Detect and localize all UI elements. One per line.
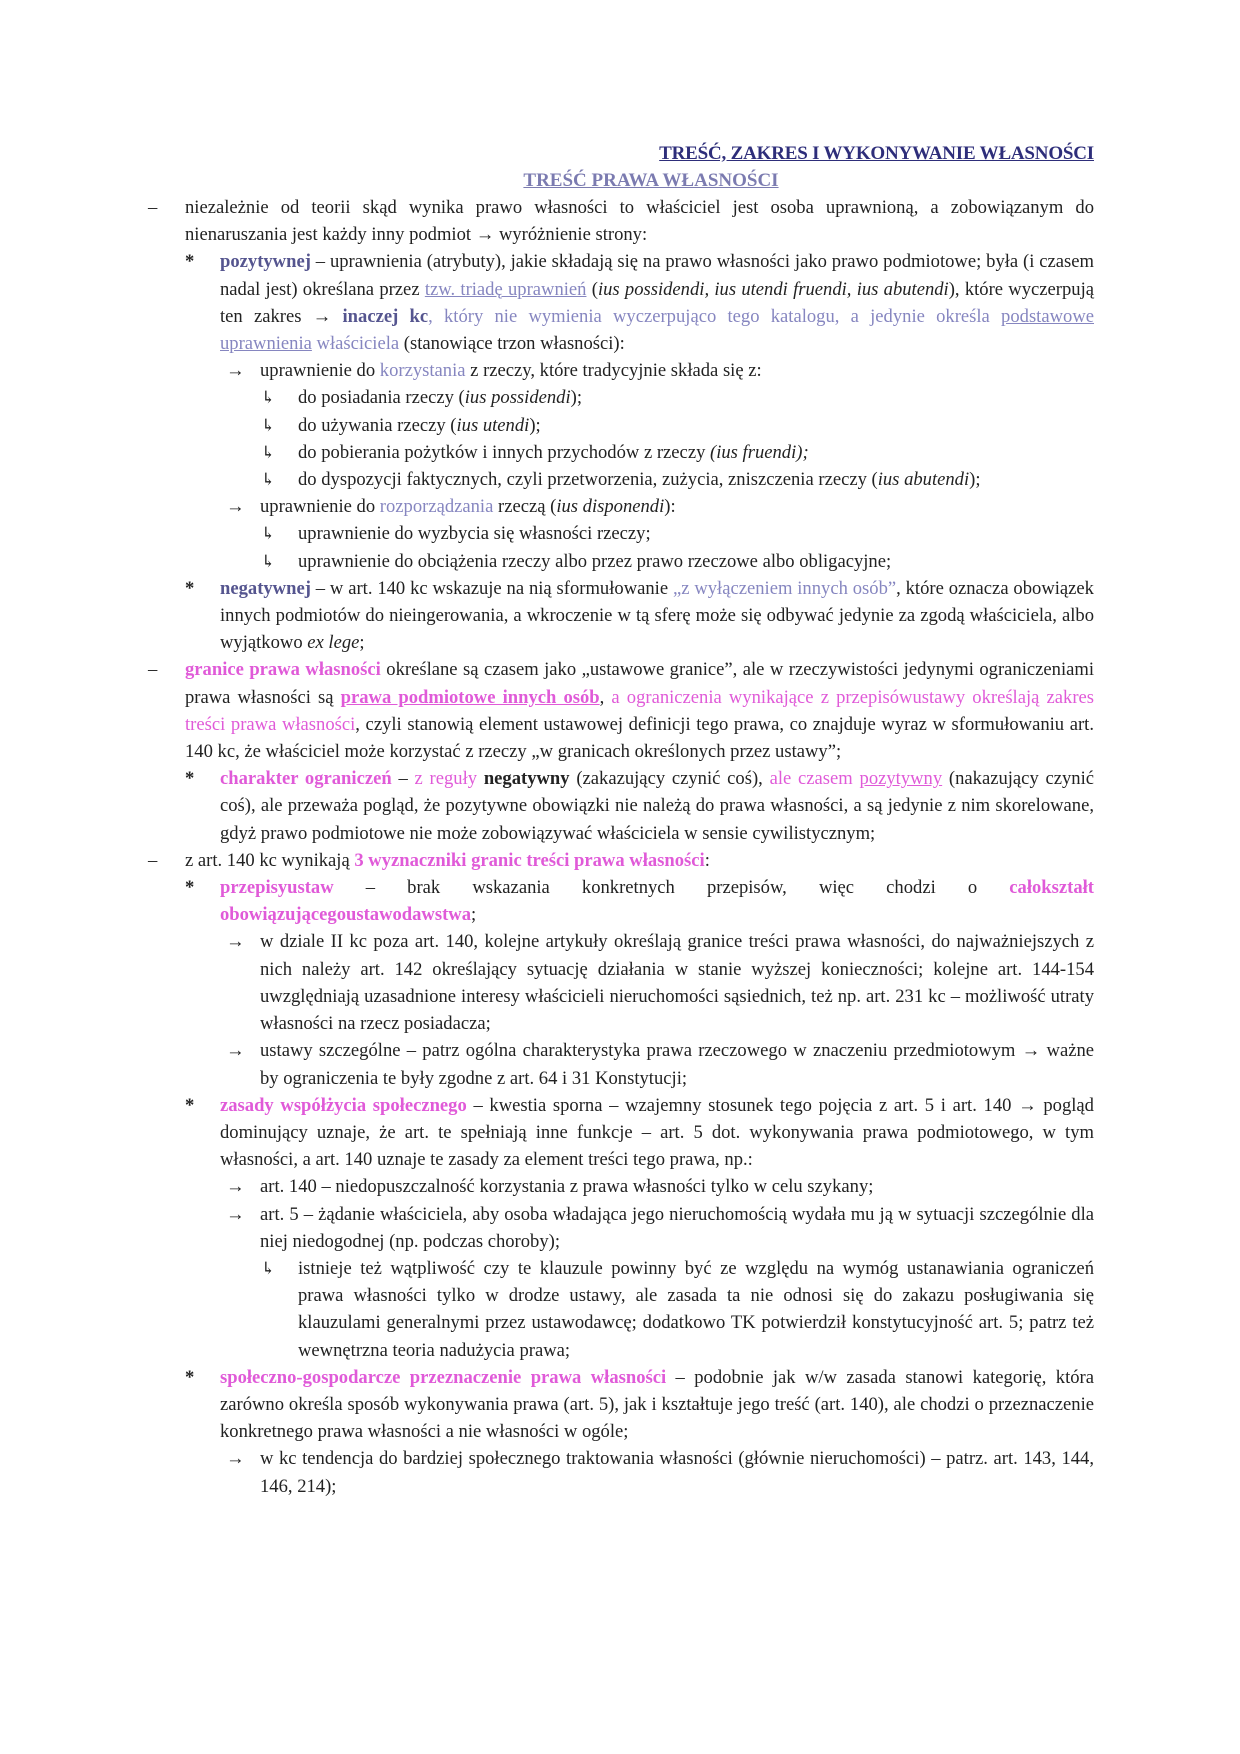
list-item [148, 439, 1094, 466]
text: ; [359, 632, 365, 654]
list-item [148, 357, 1094, 384]
list-item [148, 1445, 1094, 1499]
list-item [148, 548, 1094, 575]
text: art. 140 – niedopuszczalność korzystania z prawa własności tylko w celu szykany; [260, 1176, 874, 1198]
list-item [148, 520, 1094, 547]
text: uprawnienie do obciążenia rzeczy albo przez prawo rzeczowe albo obligacyjne; [298, 550, 892, 572]
document-title: TREŚĆ, ZAKRES I WYKONYWANIE WŁASNOŚCI [659, 143, 1094, 164]
text: – podobnie jak w/w zasada stanowi kategorię, która zarówno określa sposób wykonywania prawa (art. 5), jak i kształtuje jego treść (art. 140), ale chodzi o przeznaczenie konkretnego prawa własności a nie własności w ogóle; [220, 1366, 1094, 1443]
colored-text: ale czasem [769, 768, 853, 790]
list-item [148, 194, 1094, 248]
hook-arrow-icon: ↳ [261, 524, 276, 544]
link-text: tzw. triadę uprawnień [424, 278, 587, 300]
list-item [148, 1037, 1094, 1091]
list-item [148, 1364, 1094, 1446]
text: , czyli stanowią element ustawowej definicji tego prawa, co znajduje wyraz w sformułowaniu art. 140 kc, że właściciel może korzystać z rzeczy „w granicach określonych przez ustawy”; [185, 713, 1094, 763]
arrow-marker: → [226, 496, 245, 518]
text: ); [529, 414, 541, 436]
text: ), które wyczerpują ten zakres → [220, 278, 1094, 327]
arrow-marker: → [226, 360, 245, 382]
text: z rzeczy, które tradycyjnie składa się z: [465, 360, 762, 382]
term: pozytywnej [220, 251, 311, 273]
hook-arrow-icon: ↳ [261, 551, 276, 571]
text: – uprawnienia (atrybuty), jakie składają się na prawo własności jako prawo podmiotowe; była (i czasem nadal jest) określana przez [220, 251, 1094, 300]
list-item [148, 1201, 1094, 1255]
dash-marker: – [148, 659, 158, 681]
text: ); [570, 387, 582, 409]
list-item [148, 847, 1094, 874]
text: niezależnie od teorii skąd wynika prawo własności to właściciel jest osoba uprawnioną, a zobowiązanym do nienaruszania jest każdy inny podmiot → wyróżnienie strony: [185, 197, 1094, 246]
text: ( [586, 278, 598, 300]
list-item [148, 928, 1094, 1037]
text: do dyspozycji faktycznych, czyli przetworzenia, zużycia, zniszczenia rzeczy ( [298, 469, 878, 491]
bold-text: inaczej kc [342, 305, 429, 327]
star-marker: * [185, 251, 195, 273]
term: negatywnej [220, 577, 311, 599]
star-marker: * [185, 577, 195, 599]
text: : [704, 849, 710, 871]
dash-marker: – [148, 197, 158, 218]
list-item [148, 412, 1094, 439]
text: – w art. 140 kc wskazuje na nią sformułowanie [310, 577, 673, 599]
text: , które oznacza obowiązek innych podmiotów do nieingerowania, a wkroczenie w tą sferę może się odbywać jedynie za zgodą właściciela, albo wyjątkowo [220, 577, 1094, 654]
text: rzeczą ( [493, 496, 557, 518]
text: (stanowiące trzon własności): [399, 333, 625, 355]
latin-text: ius possidendi [464, 387, 571, 409]
text: (zakazujący czynić coś), [569, 768, 770, 790]
term: społeczno-gospodarcze przeznaczenie prawa własności [220, 1366, 667, 1388]
text: uprawnienie do [260, 496, 380, 518]
section-title: TREŚĆ PRAWA WŁASNOŚCI [523, 170, 779, 191]
list-item [148, 493, 1094, 520]
list-item [148, 1173, 1094, 1200]
star-marker: * [185, 768, 195, 790]
text: ; [471, 904, 477, 926]
underlined-text: pozytywny [859, 768, 943, 790]
list-item [148, 575, 1094, 657]
hook-arrow-icon: ↳ [261, 388, 276, 408]
list-item [148, 1092, 1094, 1174]
text: z art. 140 kc wynikają [185, 849, 355, 871]
text: art. 5 – żądanie właściciela, aby osoba władająca jego nieruchomością wydała mu ją w sytuacji szczególnie dla niej niedogodnej (np. podczas choroby); [260, 1203, 1094, 1252]
term: charakter ograniczeń [220, 768, 392, 790]
bold-text: 3 wyznaczniki granic treści prawa własności [354, 849, 705, 871]
text [477, 768, 484, 789]
text: uprawnienie do wyzbycia się własności rzeczy; [298, 523, 651, 545]
bold-text: negatywny [483, 768, 570, 790]
latin-text: ius abutendi [877, 469, 970, 491]
latin-text: (ius fruendi); [710, 441, 809, 463]
list-item [148, 765, 1094, 847]
text: ): [664, 496, 676, 518]
list-item [148, 874, 1094, 928]
text: uprawnienie do [260, 360, 380, 382]
text: ustawy szczególne – patrz ogólna charakterystyka prawa rzeczowego w znaczeniu przedmiotowym → ważne by ograniczenia te były zgodne z art. 64 i 31 Konstytucji; [260, 1040, 1094, 1089]
hook-arrow-icon: ↳ [261, 1258, 276, 1278]
arrow-marker: → [226, 931, 245, 953]
arrow-marker: → [226, 1176, 245, 1198]
term: granice prawa własności [185, 659, 381, 681]
text: do pobierania pożytków i innych przychodów z rzeczy [298, 441, 711, 463]
text [853, 768, 860, 789]
quote-text: „z wyłączeniem innych osób” [672, 577, 897, 599]
colored-text: korzystania [379, 360, 466, 382]
bold-underlined-text: prawa podmiotowe innych osób [340, 686, 600, 708]
arrow-marker: → [226, 1448, 245, 1470]
link-text: podstawowe uprawnienia [220, 305, 1094, 355]
bold-text: całokształt obowiązującegoustawodawstwa [220, 877, 1094, 926]
star-marker: * [185, 1366, 195, 1388]
colored-text: rozporządzania [379, 496, 494, 518]
document-page [148, 140, 1094, 1500]
latin-text: ex lege [307, 632, 360, 654]
colored-text: a ograniczenia wynikające z przepisówustawy określają zakres treści prawa własności [185, 686, 1095, 735]
star-marker: * [185, 1094, 195, 1116]
text: ); [969, 469, 981, 491]
text: w dziale II kc poza art. 140, kolejne artykuły określają granice treści prawa własności, do najważniejszych z nich należy art. 142 określający sytuację działania w stanie wyższej konieczności; kolejne art. 144-154 uwzględniają uzasadnione interesy właścicieli nieruchomości sąsiednich, też np. art. 231 kc – możliwość utraty własności na rzecz posiadacza; [260, 931, 1094, 1035]
text: (nakazujący czynić coś), ale przeważa pogląd, że pozytywne obowiązki nie należą do prawa własności, a są jedynie z nim skorelowane, gdyż prawo podmiotowe nie może zobowiązywać właściciela w sensie cywilistycznym; [220, 768, 1095, 844]
latin-text: ius utendi [456, 414, 530, 436]
text: określane są czasem jako „ustawowe granice”, ale w rzeczywistości jedynymi ograniczeniami prawa własności są [185, 659, 1094, 708]
star-marker: * [185, 877, 195, 899]
hook-arrow-icon: ↳ [261, 470, 276, 490]
latin-text: ius possidendi, ius utendi fruendi, ius abutendi [597, 278, 949, 300]
list-item [148, 384, 1094, 411]
text: istnieje też wątpliwość czy te klauzule powinny być ze względu na wymóg ustanawiania ograniczeń prawa własności tylko w drodze ustawy, ale zasada ta nie odnosi się do zakazu posługiwania się klauzulami generalnymi przez ustawodawcę; dodatkowo TK potwierdził konstytucyjność art. 5; patrz też wewnętrzna teoria nadużycia prawa; [298, 1257, 1094, 1361]
list-item [148, 1255, 1094, 1364]
text: , [599, 686, 612, 708]
text: – [391, 768, 415, 790]
text: – brak wskazania konkretnych przepisów, więc chodzi o [333, 877, 1010, 899]
dash-marker: – [148, 849, 158, 871]
arrow-marker: → [226, 1040, 245, 1062]
colored-text: z reguły [414, 768, 478, 790]
text: do używania rzeczy ( [298, 414, 457, 436]
text: – kwestia sporna – wzajemny stosunek tego pojęcia z art. 5 i art. 140 → pogląd dominujący uznaje, że art. te spełniają inne funkcje – art. 5 dot. wykonywania prawa podmiotowego, w tym własności, a art. 140 uznaje te zasady za element treści tego prawa, np.: [220, 1094, 1094, 1171]
latin-text: ius disponendi [556, 496, 665, 518]
list-item [148, 248, 1094, 357]
term: zasady współżycia społecznego [220, 1094, 467, 1116]
text: do posiadania rzeczy ( [298, 387, 465, 409]
hook-arrow-icon: ↳ [261, 415, 276, 435]
term: przepisyustaw [220, 877, 334, 899]
text: w kc tendencja do bardziej społecznego traktowania własności (głównie nieruchomości) – patrz. art. 143, 144, 146, 214); [260, 1448, 1094, 1497]
list-item [148, 656, 1094, 765]
list-item [148, 466, 1094, 493]
text: właściciela [311, 333, 400, 355]
hook-arrow-icon: ↳ [261, 442, 276, 462]
arrow-marker: → [226, 1203, 245, 1225]
text: , który nie wymienia wyczerpująco tego katalogu, a jedynie określa [428, 305, 1002, 327]
